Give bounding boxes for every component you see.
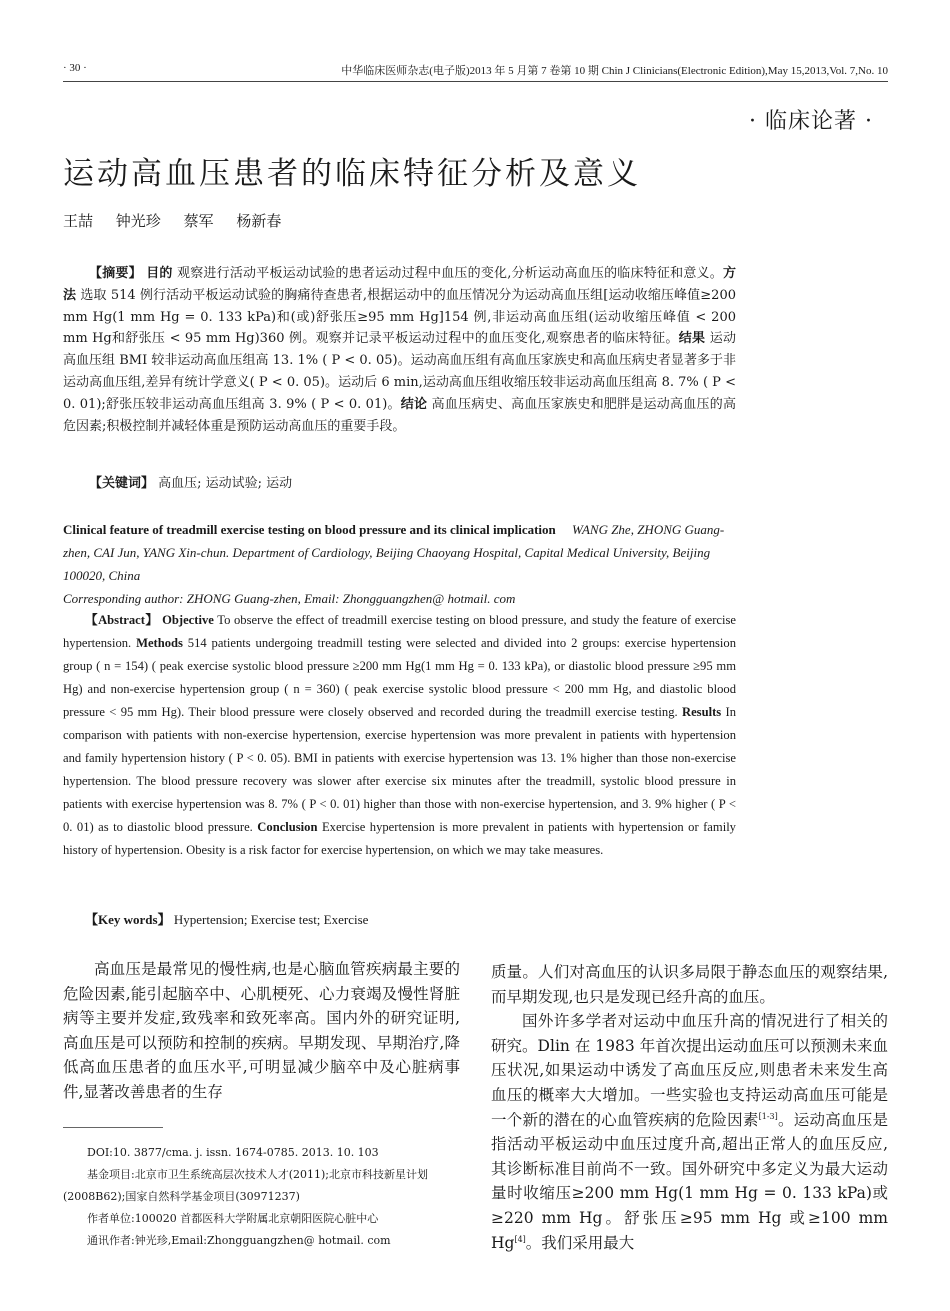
author-name: 蔡军 (183, 212, 214, 230)
conclusion-label: Conclusion (257, 820, 318, 834)
chinese-abstract (63, 263, 736, 437)
body-text: 。运动高血压是指活动平板运动中血压过度升高,超出正常人的血压反应,其诊断标准目前尚不一致。国外研究中多定义为最大运动量时收缩压≥200 mm Hg(1 mm Hg = 0. 133 kPa)或≥220 mm Hg。舒张压≥95 mm Hg 或≥100 mm Hg (491, 1110, 888, 1252)
body-paragraph: 质量。人们对高血压的认识多局限于静态血压的观察结果,而早期发现,也只是发现已经升高的血压。 (491, 963, 888, 1006)
keywords-text: 高血压; 运动试验; 运动 (154, 476, 293, 491)
running-header (63, 62, 888, 80)
objective-label: Objective (162, 613, 214, 627)
footnote-doi: DOI:10. 3877/cma. j. issn. 1674-0785. 2013. 10. 103 (87, 1146, 379, 1159)
methods-text: 选取 514 例行活动平板运动试验的胸痛待查患者,根据运动中的血压情况分为运动高血压组[运动收缩压峰值≥200 mm Hg(1 mm Hg = 0. 133 kPa)和(或)舒张压≥95 mm Hg]154 例,非运动高血压组(运动收缩压峰值 < 200 mm Hg和舒张压 < 95 mm Hg)360 例。观察并记录平板运动过程中的血压变化,观察患者的临床特征。 (63, 287, 736, 347)
methods-label: 方法 (63, 266, 736, 303)
page-number: · 30 · (63, 62, 87, 74)
column-label: · 临床论著 · (749, 109, 873, 134)
methods-text: 514 patients undergoing treadmill testing were selected and divided into 2 groups: exercise hypertension group ( n = 154) ( peak exercise systolic blood pressure ≥200 mm Hg(1 mm Hg = 0. 133 kPa), or diastolic blood pressure ≥95 mm Hg) and non-exercise hypertension group ( n = 360) ( peak exercise systolic blood pressure < 200 mm Hg, and diastolic blood pressure < 95 mm Hg). Their blood pressure were closely observed and recorded during the treadmill exercise testing. (63, 636, 736, 719)
keywords-label: 【关键词】 (89, 476, 155, 491)
conclusion-text: 高血压病史、高血压家族史和肥胖是运动高血压的高危因素;积极控制并减轻体重是预防运动高血压的重要手段。 (63, 396, 736, 434)
author-name: 王喆 (63, 212, 94, 230)
footnote-affiliation: 作者单位:100020 首都医科大学附属北京朝阳医院心脏中心 (87, 1212, 379, 1225)
methods-label: Methods (136, 636, 183, 650)
objective-text: To observe the effect of treadmill exercise testing on blood pressure, and study the feature of exercise hypertension. (63, 613, 736, 650)
results-label: 结果 (678, 331, 706, 347)
footnotes (63, 1142, 463, 1252)
results-text: 运动高血压组 BMI 较非运动高血压组高 13. 1% ( P < 0. 05)。运动高血压组有高血压家族史和高血压病史者显著多于非运动高血压组,差异有统计学意义( P < 0. 05)。运动后 6 min,运动高血压组收缩压较非运动高血压组高 8. 7% ( P < 0. 01);舒张压较非运动高血压组高 3. 9% ( P < 0. 01)。 (63, 331, 736, 412)
chinese-keywords (63, 472, 736, 491)
results-text: In comparison with patients with non-exercise hypertension, exercise hypertension was more prevalent in patients with hypertension and family hypertension history ( P < 0. 05). BMI in patients with exercise hypertension was 13. 1% higher than those non-exercise hypertension. The blood pressure recovery was slower after exercise six minutes after the treadmill, systolic blood pressure in patients with exercise hypertension was 8. 7% ( P < 0. 01) higher than those with non-exercise hypertension, and 3. 9% higher ( P < 0. 01) as to diastolic blood pressure. (63, 705, 736, 834)
english-keywords (63, 909, 736, 928)
footnote-rule (63, 1127, 163, 1128)
body-paragraph: 高血压是最常见的慢性病,也是心脑血管疾病最主要的危险因素,能引起脑卒中、心肌梗死、心力衰竭及慢性肾脏病等主要并发症,致残率和致死率高。国内外的研究证明,高血压是可以预防和控制的疾病。早期发现、早期治疗,降低高血压患者的血压水平,可明显减少脑卒中及心脏病事件,显著改善患者的生存 (63, 960, 460, 1101)
reference-citation[interactable]: [4] (514, 1234, 526, 1244)
corresponding-author: Corresponding author: ZHONG Guang-zhen, Email: Zhongguangzhen@ hotmail. com (63, 591, 516, 606)
abstract-label: 【摘要】 (89, 266, 142, 281)
footnote-funding: 基金项目:北京市卫生系统高层次技术人才(2011);北京市科技新星计划(2008B62);国家自然科学基金项目(30971237) (63, 1168, 428, 1203)
author-name: 钟光珍 (115, 212, 161, 230)
journal-running-title: 中华临床医师杂志(电子版)2013 年 5 月第 7 卷第 10 期 Chin J Clinicians(Electronic Edition),May 15,2013,Vol. 7,No. 10 (341, 65, 888, 77)
header-rule (63, 81, 888, 82)
body-text: 。我们采用最大 (525, 1233, 635, 1252)
abstract-label: 【Abstract】 (85, 613, 159, 627)
author-list (63, 210, 299, 231)
conclusion-label: 结论 (400, 396, 428, 412)
objective-label: 目的 (146, 266, 173, 281)
footnote-correspondence: 通讯作者:钟光珍,Email:Zhongguangzhen@ hotmail. com (87, 1234, 391, 1247)
article-title: 运动高血压患者的临床特征分析及意义 (63, 156, 641, 192)
objective-text: 观察进行活动平板运动试验的患者运动过程中血压的变化,分析运动高血压的临床特征和意义。 (172, 266, 723, 281)
english-abstract (63, 609, 736, 862)
body-column-right (491, 960, 888, 1255)
body-column-left (63, 957, 460, 1105)
author-name: 杨新春 (236, 212, 282, 230)
keywords-text: Hypertension; Exercise test; Exercise (170, 912, 369, 927)
body-text: 国外许多学者对运动中血压升高的情况进行了相关的研究。Dlin 在 1983 年首次提出运动血压可以预测未来血压状况,如果运动中诱发了高血压反应,则患者未来发生高血压的概率大大增加。一些实验也支持运动高血压可能是一个新的潜在的心血管疾病的危险因素 (491, 1012, 888, 1129)
reference-citation[interactable]: [1-3] (758, 1111, 778, 1121)
english-title: Clinical feature of treadmill exercise testing on blood pressure and its clinical implication (63, 522, 556, 537)
body-paragraph (491, 1009, 888, 1255)
english-header (63, 518, 736, 610)
keywords-label: 【Key words】 (85, 912, 171, 927)
english-authors: WANG Zhe, ZHONG Guang-zhen, CAI Jun, YANG Xin-chun. Department of Cardiology, Beijing Chaoyang Hospital, Capital Medical University, Beijing 100020, China (63, 522, 725, 583)
conclusion-text: Exercise hypertension is more prevalent in patients with hypertension or family history of hypertension. Obesity is a risk factor for exercise hypertension, on which we may take measures. (63, 820, 736, 857)
results-label: Results (682, 705, 722, 719)
